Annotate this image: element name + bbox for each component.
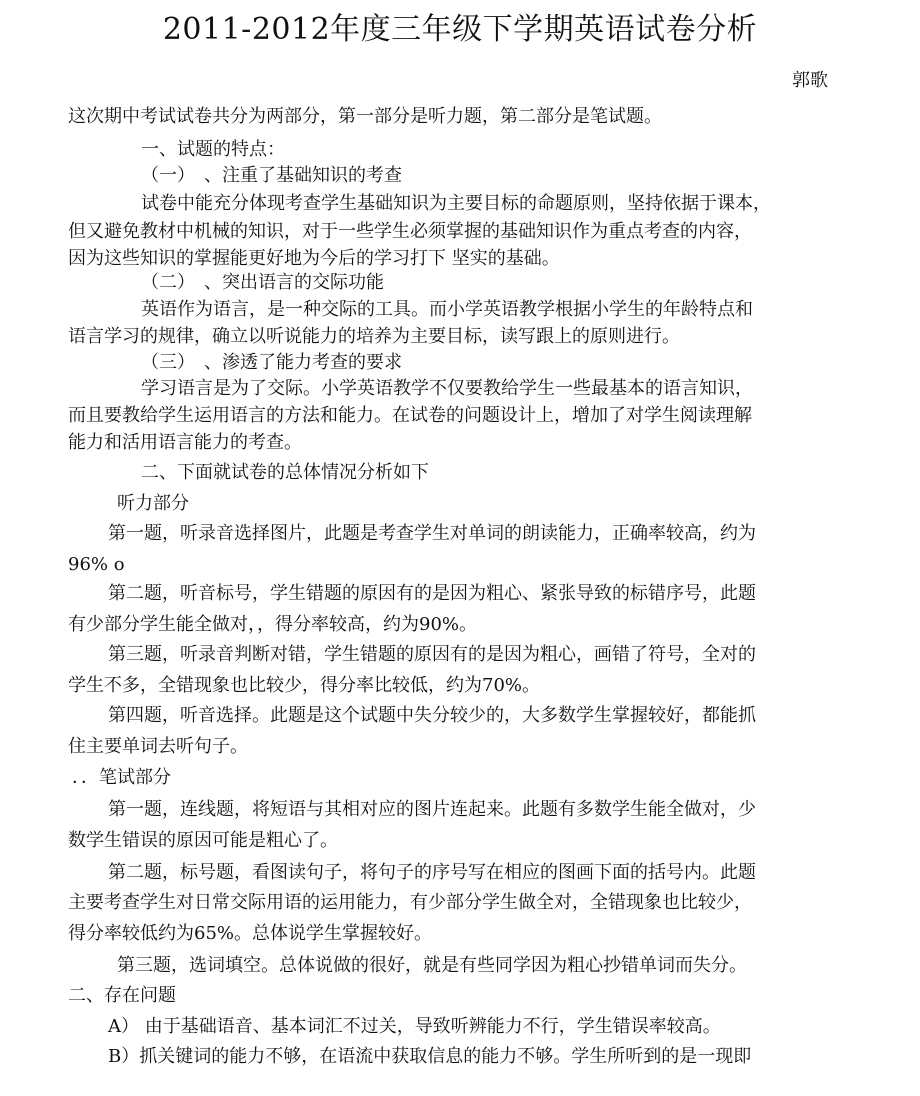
intro-line: 这次期中考试试卷共分为两部分，第一部分是听力题，第二部分是笔试题。 — [68, 106, 662, 127]
paragraph-line: 而且要教给学生运用语言的方法和能力。在试卷的问题设计上，增加了对学生阅读理解 — [68, 405, 752, 426]
paragraph-line: 试卷中能充分体现考查学生基础知识为主要目标的命题原则，坚持依据于课本， — [141, 193, 771, 214]
subheading-ability: （三） 、渗透了能力考查的要求 — [141, 352, 402, 373]
paragraph-line: 第四题，听音选择。此题是这个试题中失分较少的，大多数学生掌握较好，都能抓 — [108, 705, 756, 726]
paragraph-line: 学习语言是为了交际。小学英语教学不仅要教给学生一些最基本的语言知识， — [141, 378, 753, 399]
subheading-written: ．．笔试部分 — [72, 767, 171, 788]
paragraph-line: 第二题，听音标号，学生错题的原因有的是因为粗心、紧张导致的标错序号，此题 — [108, 583, 756, 604]
paragraph-line: 但又避免教材中机械的知识，对于一些学生必须掌握的基础知识作为重点考查的内容， — [68, 221, 752, 242]
subheading-basic-knowledge: （一） 、注重了基础知识的考查 — [141, 165, 402, 186]
paragraph-line: 学生不多，全错现象也比较少，得分率比较低，约为70%。 — [68, 675, 541, 696]
section-heading-features: 一、试题的特点： — [141, 139, 285, 160]
subheading-communication: （二） 、突出语言的交际功能 — [141, 272, 384, 293]
paragraph-line: 主要考查学生对日常交际用语的运用能力，有少部分学生做全对，全错现象也比较少， — [68, 892, 752, 913]
paragraph-line: 住主要单词去听句子。 — [68, 736, 248, 757]
author-name: 郭歌 — [792, 70, 828, 91]
section-heading-problems: 二、存在问题 — [68, 985, 176, 1006]
paragraph-line: 有少部分学生能全做对，，得分率较高，约为90%。 — [68, 614, 478, 635]
paragraph-line: 第三题，听录音判断对错，学生错题的原因有的是因为粗心，画错了符号，全对的 — [108, 644, 756, 665]
paragraph-line: 96% o — [68, 554, 125, 575]
document-title: 2011-2012年度三年级下学期英语试卷分析 — [162, 12, 758, 47]
subheading-listening: 听力部分 — [117, 493, 189, 514]
paragraph-line: 第一题，听录音选择图片，此题是考查学生对单词的朗读能力，正确率较高，约为 — [108, 523, 756, 544]
paragraph-line: 语言学习的规律，确立以听说能力的培养为主要目标，读写跟上的原则进行。 — [68, 326, 680, 347]
problem-item: A） 由于基础语音、基本词汇不过关，导致听辨能力不行，学生错误率较高。 — [108, 1016, 721, 1037]
paragraph-line: 得分率较低约为65%。总体说学生掌握较好。 — [68, 923, 433, 944]
paragraph-line: 第二题，标号题，看图读句子，将句子的序号写在相应的图画下面的括号内。此题 — [108, 862, 756, 883]
problem-item: B）抓关键词的能力不够，在语流中获取信息的能力不够。学生所听到的是一现即 — [108, 1046, 752, 1067]
paragraph-line: 数学生错误的原因可能是粗心了。 — [68, 830, 338, 851]
paragraph-line: 因为这些知识的掌握能更好地为今后的学习打下 坚实的基础。 — [68, 248, 560, 269]
section-heading-analysis: 二、下面就试卷的总体情况分析如下 — [141, 462, 429, 483]
paragraph-line: 英语作为语言，是一种交际的工具。而小学英语教学根据小学生的年龄特点和 — [141, 299, 753, 320]
paragraph-line: 第一题，连线题，将短语与其相对应的图片连起来。此题有多数学生能全做对，少 — [108, 799, 756, 820]
paragraph-line: 能力和活用语言能力的考查。 — [68, 432, 302, 453]
paragraph-line: 第三题，选词填空。总体说做的很好，就是有些同学因为粗心抄错单词而失分。 — [117, 955, 747, 976]
